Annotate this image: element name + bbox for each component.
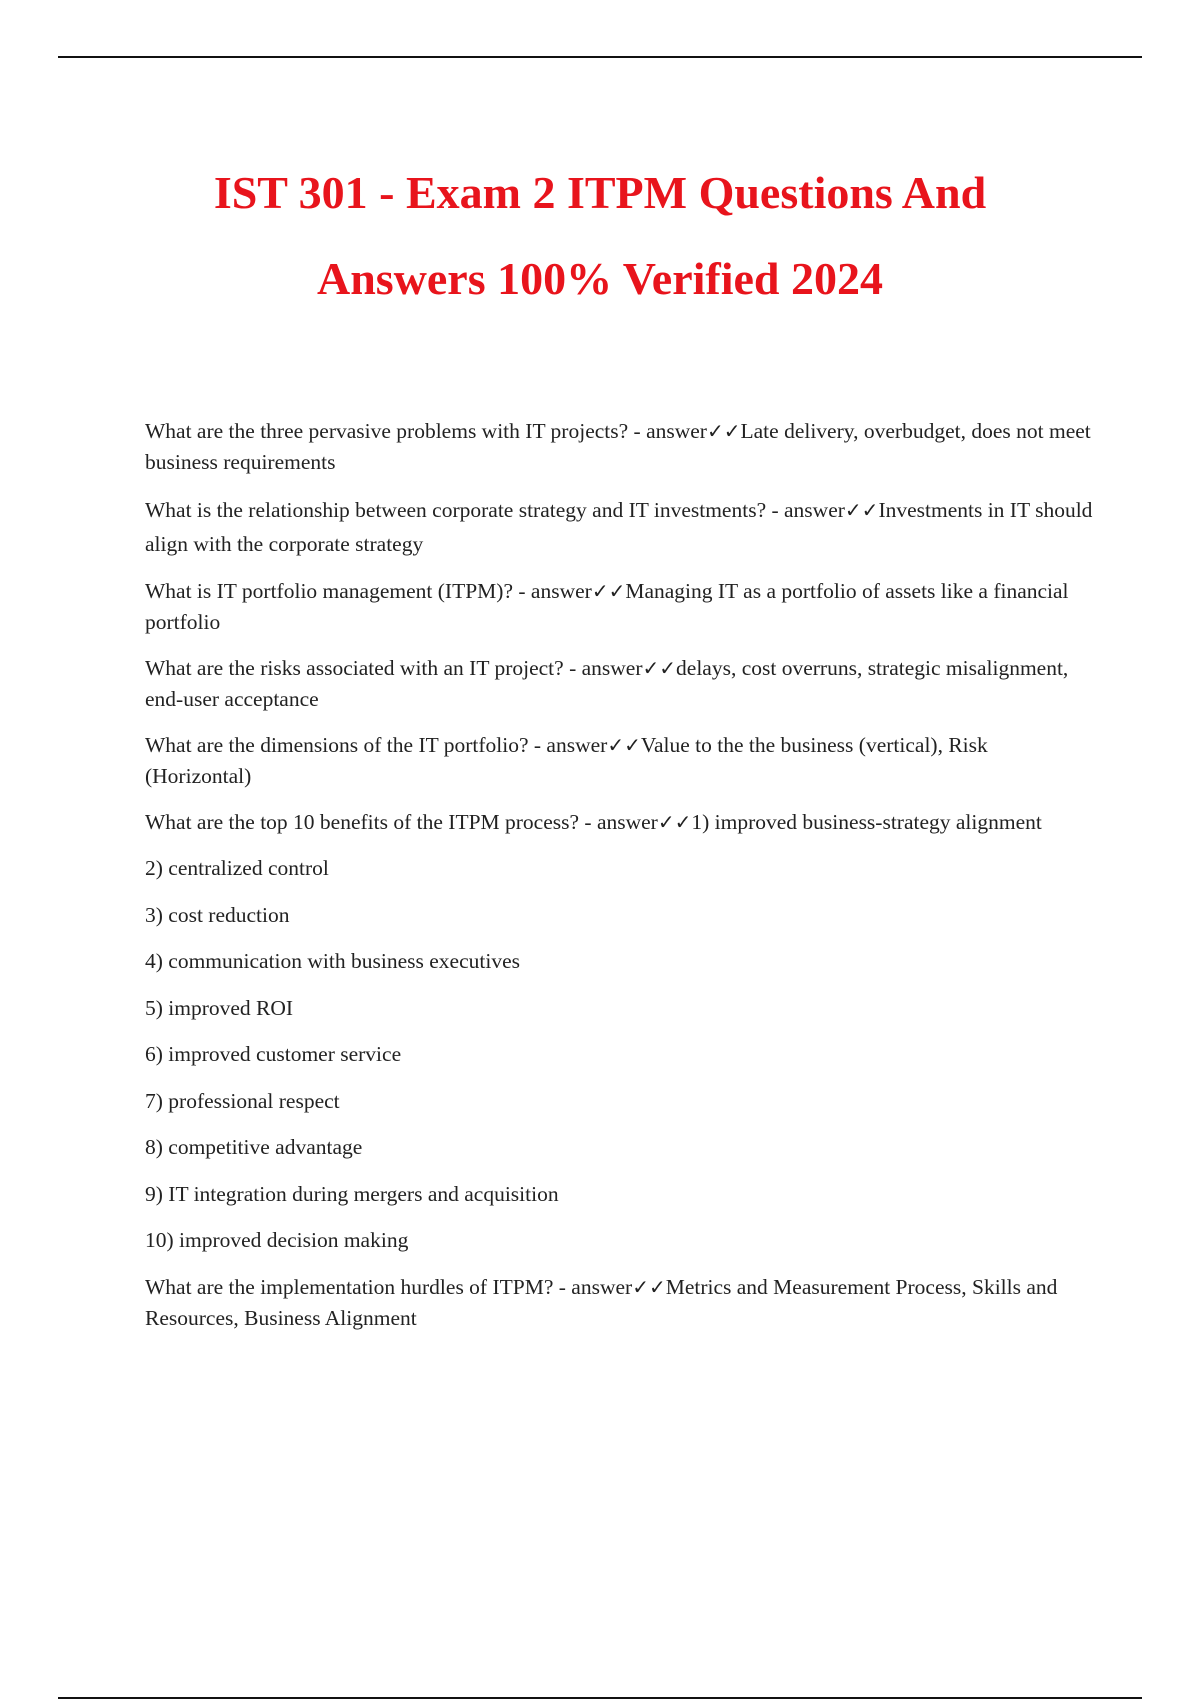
answer-text: Metrics and Measurement Process, Skills and Resources, Business Alignment xyxy=(145,1274,1058,1330)
list-item: 3) cost reduction xyxy=(145,902,290,927)
list-item: 7) professional respect xyxy=(145,1088,340,1113)
qa-item xyxy=(145,576,1095,638)
list-item: 9) IT integration during mergers and acquisition xyxy=(145,1181,559,1206)
double-check-icon: ✓✓ xyxy=(657,810,692,834)
answer-separator: - answer xyxy=(528,733,608,757)
question-text: What is the relationship between corporate strategy and IT investments? xyxy=(145,498,767,522)
double-check-icon: ✓✓ xyxy=(706,419,741,443)
list-item: 8) competitive advantage xyxy=(145,1135,363,1159)
answer-text: Value to the the business (vertical), Risk (Horizontal) xyxy=(145,733,988,788)
double-check-icon: ✓✓ xyxy=(607,733,641,757)
qa-item xyxy=(145,807,1095,838)
answer-separator: - answer xyxy=(579,810,658,834)
top-rule xyxy=(58,56,1142,58)
document-body xyxy=(145,416,1095,1349)
answer-text: Late delivery, overbudget, does not meet business requirements xyxy=(145,419,1091,474)
list-item: 10) improved decision making xyxy=(145,1228,409,1252)
question-text: What are the dimensions of the IT portfolio? xyxy=(145,733,529,757)
list-item: 2) centralized control xyxy=(145,856,329,880)
qa-item xyxy=(145,730,1095,792)
list-item: 6) improved customer service xyxy=(145,1042,402,1066)
answer-text: delays, cost overruns, strategic misalignment, end-user acceptance xyxy=(145,656,1069,711)
question-text: What are the top 10 benefits of the ITPM process? xyxy=(145,810,580,834)
qa-item xyxy=(145,493,1095,561)
document-title xyxy=(100,150,1100,322)
bottom-rule xyxy=(58,1697,1142,1699)
answer-separator: - answer xyxy=(628,419,707,443)
qa-item xyxy=(145,416,1095,478)
title-line-1: IST 301 - Exam 2 ITPM Questions And xyxy=(213,167,987,218)
benefits-list xyxy=(145,853,1095,1256)
answer-text: Investments in IT should align with the corporate strategy xyxy=(145,498,1093,556)
qa-item xyxy=(145,653,1095,715)
list-item: 4) communication with business executives xyxy=(145,949,520,973)
answer-separator: - answer xyxy=(563,656,643,680)
answer-separator: - answer xyxy=(513,579,592,603)
question-text: What are the implementation hurdles of ITPM? xyxy=(145,1274,554,1299)
answer-text: 1) improved business-strategy alignment xyxy=(691,810,1042,834)
answer-text: Managing IT as a portfolio of assets like a financial portfolio xyxy=(145,579,1069,634)
answer-separator: - answer xyxy=(766,498,845,522)
list-item: 5) improved ROI xyxy=(145,995,294,1020)
double-check-icon: ✓✓ xyxy=(591,579,626,603)
qa-item xyxy=(145,1272,1095,1334)
question-text: What are the three pervasive problems with IT projects? xyxy=(145,419,629,443)
answer-separator: - answer xyxy=(553,1274,633,1299)
double-check-icon: ✓✓ xyxy=(642,656,677,680)
double-check-icon: ✓✓ xyxy=(632,1274,666,1299)
question-text: What is IT portfolio management (ITPM)? xyxy=(145,579,513,603)
title-line-2: Answers 100% Verified 2024 xyxy=(316,253,884,304)
question-text: What are the risks associated with an IT project? xyxy=(145,656,564,680)
double-check-icon: ✓✓ xyxy=(844,498,879,522)
